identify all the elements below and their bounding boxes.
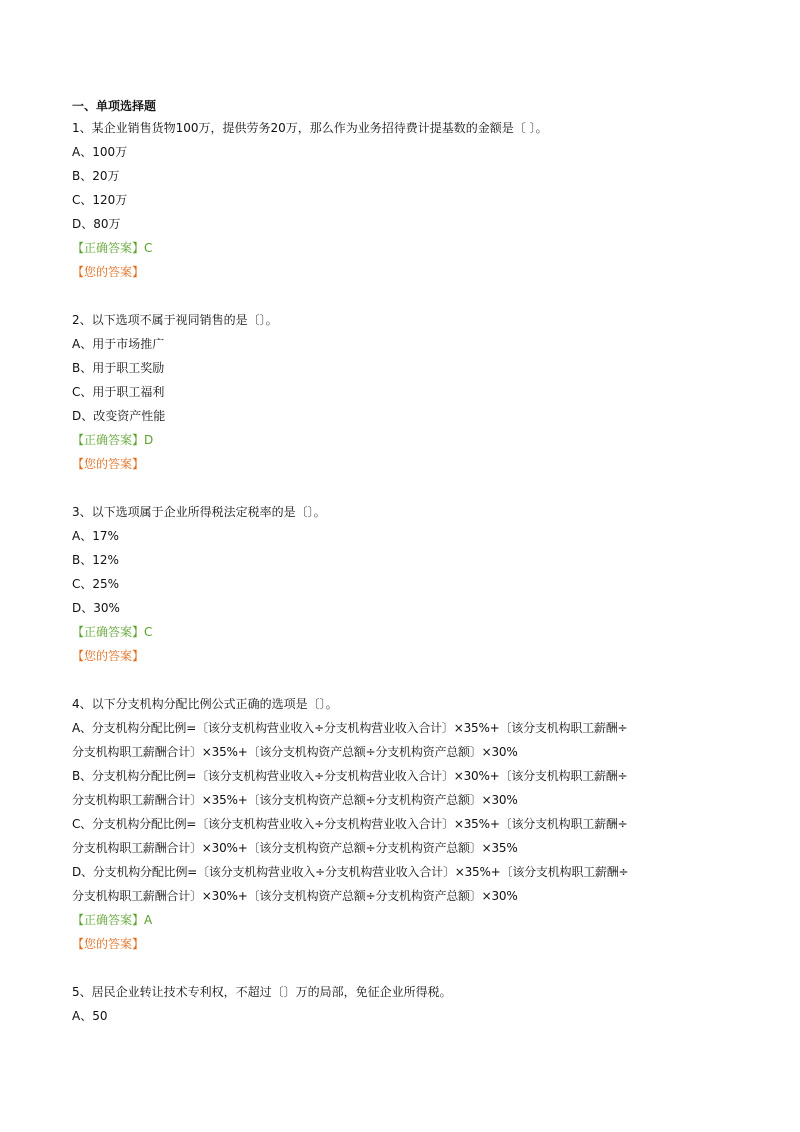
option-a-line-1: A、分支机构分配比例=〔该分支机构营业收入÷分支机构营业收入合计〕×35%+〔该分支机构职工薪酬÷ (72, 721, 628, 735)
section-title: 一、单项选择题 (72, 99, 157, 113)
question-stem: 5、居民企业转让技术专利权，不超过〔〕万的局部，免征企业所得税。 (72, 985, 452, 999)
question-stem: 1、某企业销售货物100万，提供劳务20万，那么作为业务招待费计提基数的金额是〔 〕。 (72, 121, 548, 135)
correct-answer: 【正确答案】A (72, 913, 153, 927)
option-a: A、50 (72, 1009, 108, 1023)
correct-answer: 【正确答案】D (72, 433, 154, 447)
question-4 (72, 692, 732, 956)
option-d (72, 860, 732, 908)
option-b-line-2: 分支机构职工薪酬合计〕×35%+〔该分支机构资产总额÷分支机构资产总额〕×30% (72, 793, 518, 807)
option-d: D、80万 (72, 217, 121, 231)
question-stem: 3、以下选项属于企业所得税法定税率的是〔〕。 (72, 505, 326, 519)
question-stem: 4、以下分支机构分配比例公式正确的选项是〔〕。 (72, 697, 338, 711)
your-answer: 【您的答案】 (72, 649, 145, 663)
question-2 (72, 308, 732, 476)
option-c-line-2: 分支机构职工薪酬合计〕×30%+〔该分支机构资产总额÷分支机构资产总额〕×35% (72, 841, 518, 855)
option-d: D、30% (72, 601, 120, 615)
option-d-line-2: 分支机构职工薪酬合计〕×30%+〔该分支机构资产总额÷分支机构资产总额〕×30% (72, 889, 518, 903)
option-b-line-1: B、分支机构分配比例=〔该分支机构营业收入÷分支机构营业收入合计〕×30%+〔该分支机构职工薪酬÷ (72, 769, 628, 783)
document-page (72, 96, 732, 1028)
option-d: D、改变资产性能 (72, 409, 166, 423)
option-a (72, 716, 732, 764)
your-answer: 【您的答案】 (72, 265, 145, 279)
option-b: B、用于职工奖励 (72, 361, 165, 375)
option-c-line-1: C、分支机构分配比例=〔该分支机构营业收入÷分支机构营业收入合计〕×35%+〔该分支机构职工薪酬÷ (72, 817, 628, 831)
question-1 (72, 116, 732, 284)
option-c: C、用于职工福利 (72, 385, 165, 399)
option-b (72, 764, 732, 812)
your-answer: 【您的答案】 (72, 457, 145, 471)
question-stem: 2、以下选项不属于视同销售的是〔〕。 (72, 313, 278, 327)
option-c (72, 812, 732, 860)
question-5 (72, 980, 732, 1028)
option-a: A、用于市场推广 (72, 337, 165, 351)
option-a-line-2: 分支机构职工薪酬合计〕×35%+〔该分支机构资产总额÷分支机构资产总额〕×30% (72, 745, 518, 759)
correct-answer: 【正确答案】C (72, 241, 153, 255)
your-answer: 【您的答案】 (72, 937, 145, 951)
option-d-line-1: D、分支机构分配比例=〔该分支机构营业收入÷分支机构营业收入合计〕×35%+〔该分支机构职工薪酬÷ (72, 865, 629, 879)
option-b: B、20万 (72, 169, 120, 183)
correct-answer: 【正确答案】C (72, 625, 153, 639)
option-c: C、120万 (72, 193, 128, 207)
option-c: C、25% (72, 577, 120, 591)
question-3 (72, 500, 732, 668)
option-b: B、12% (72, 553, 119, 567)
option-a: A、17% (72, 529, 119, 543)
option-a: A、100万 (72, 145, 128, 159)
